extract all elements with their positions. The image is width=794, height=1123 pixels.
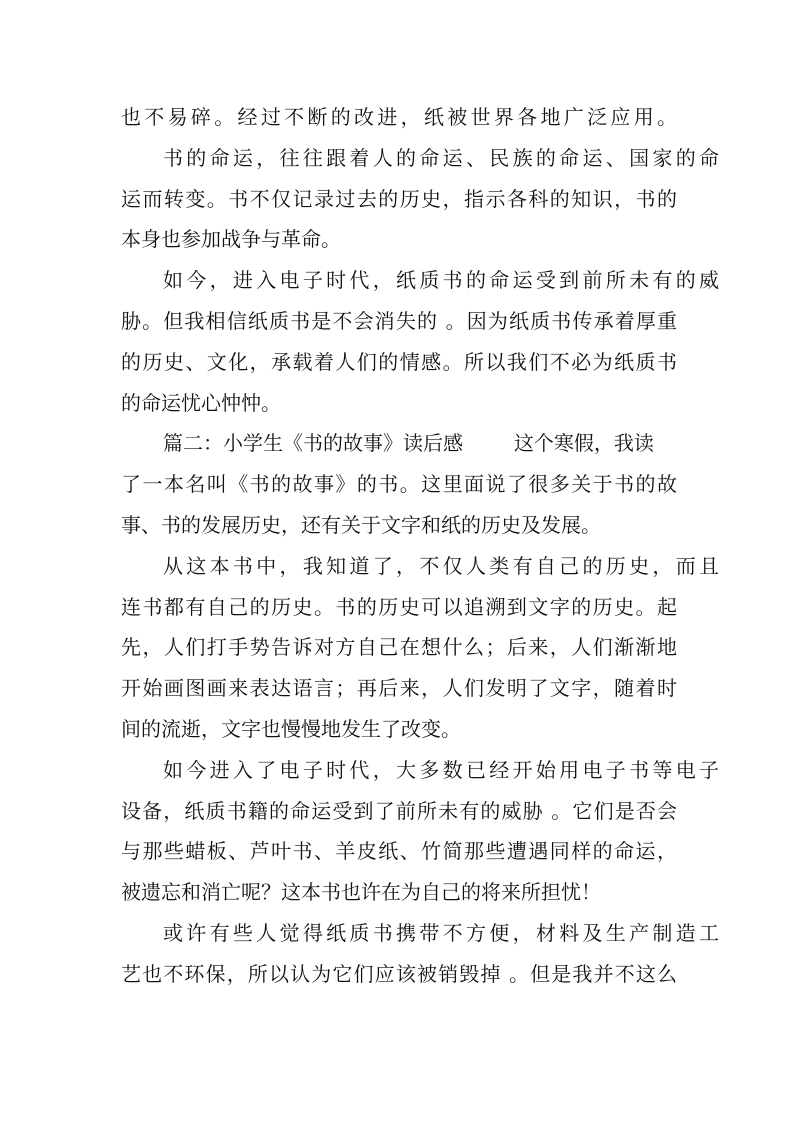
- text-line: 开始画图画来表达语言；再后来，人们发明了文字，随着时: [121, 676, 677, 701]
- text-line: 事、书的发展历史，还有关于文字和纸的历史及发展。: [121, 512, 601, 537]
- text-line: 被遗忘和消亡呢？这本书也许在为自己的将来所担忧！: [121, 880, 601, 905]
- paragraph-first-line: 如今进入了电子时代，大多数已经开始用电子书等电子: [163, 757, 719, 782]
- text-line: 本身也参加战争与革命。: [121, 227, 341, 252]
- text-line: 先，人们打手势告诉对方自己在想什么；后来，人们渐渐地: [121, 635, 677, 660]
- text-line: 胁。但我相信纸质书是不会消失的 。因为纸质书传承着厚重: [121, 308, 677, 333]
- text-line: 间的流逝，文字也慢慢地发生了改变。: [121, 716, 461, 741]
- text-line: 与那些蜡板、芦叶书、羊皮纸、竹简那些遭遇同样的命运，: [121, 839, 677, 864]
- document-body: [121, 97, 719, 995]
- text-line: 设备，纸质书籍的命运受到了前所未有的威胁 。它们是否会: [121, 798, 677, 823]
- text-line: 运而转变。书不仅记录过去的历史，指示各科的知识，书的: [121, 186, 677, 211]
- paragraph-first-line: 如今，进入电子时代，纸质书的命运受到前所未有的威: [163, 268, 719, 293]
- text-line: 了一本名叫《书的故事》的书。这里面说了很多关于书的故: [121, 472, 677, 497]
- text-line: 的历史、文化，承载着人们的情感。所以我们不必为纸质书: [121, 349, 677, 374]
- paragraph-first-line: 从这本书中，我知道了，不仅人类有自己的历史，而且: [163, 553, 719, 578]
- text-line: 艺也不环保，所以认为它们应该被销毁掉 。但是我并不这么: [121, 961, 677, 986]
- paragraph-first-line: 或许有些人觉得纸质书携带不方便，材料及生产制造工: [163, 920, 719, 945]
- text-line: 连书都有自己的历史。书的历史可以追溯到文字的历史。起: [121, 594, 677, 619]
- text-line: 的命运忧心忡忡。: [121, 390, 281, 415]
- paragraph-first-line: 书的命运，往往跟着人的命运、民族的命运、国家的命: [163, 145, 719, 170]
- paragraph-first-line: 篇二：小学生《书的故事》读后感 这个寒假，我读: [163, 431, 654, 456]
- text-line: 也不易碎。经过不断的改进，纸被世界各地广泛应用。: [121, 105, 677, 129]
